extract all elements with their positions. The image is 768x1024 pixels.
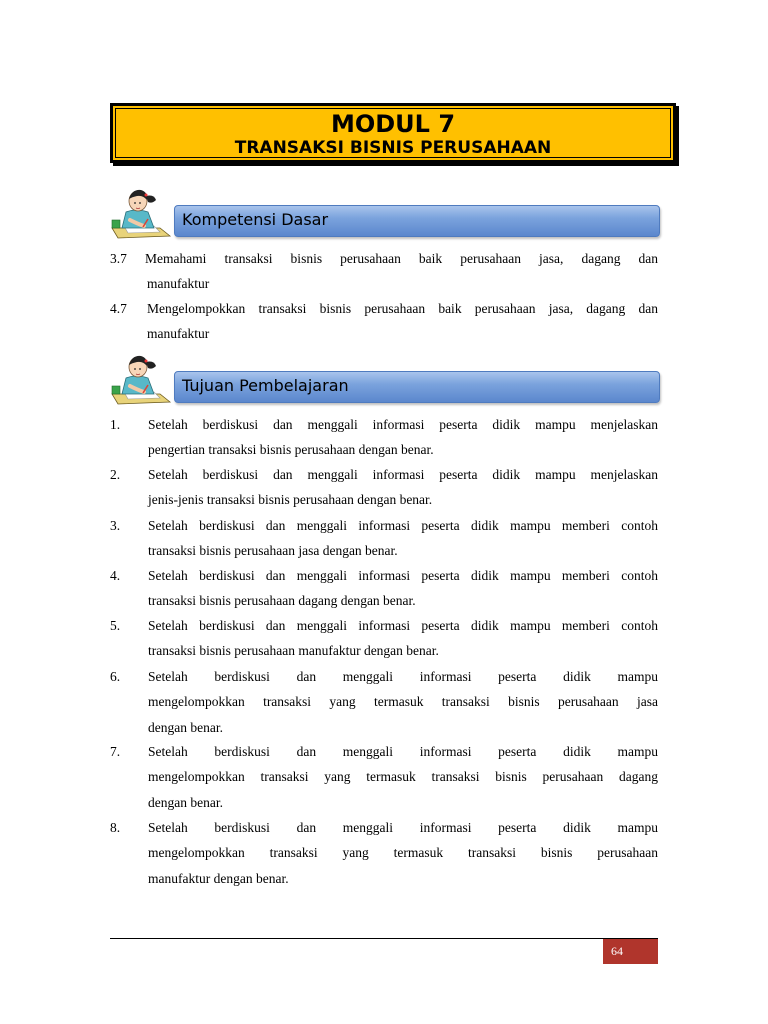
student-writing-icon: [110, 184, 174, 240]
module-title-box: [110, 103, 676, 163]
tujuan-text-line: dengan benar.: [148, 794, 223, 810]
kompetensi-item: [110, 296, 658, 347]
kompetensi-text-cont: manufaktur: [147, 276, 210, 292]
module-subtitle: TRANSAKSI BISNIS PERUSAHAAN: [234, 138, 552, 158]
tujuan-text-line: transaksi bisnis perusahaan manufaktur dengan benar.: [148, 643, 439, 659]
tujuan-item: [110, 815, 658, 891]
tujuan-number: 2.: [110, 467, 121, 482]
section-header-bar: [174, 205, 660, 237]
page-number-badge: 64: [603, 939, 658, 964]
module-title: MODUL 7: [330, 110, 456, 138]
tujuan-text-line: Setelah berdiskusi dan menggali informasi peserta didik mampu memberi contoh: [148, 618, 658, 633]
tujuan-item: [110, 563, 658, 614]
tujuan-text-line: manufaktur dengan benar.: [148, 870, 289, 886]
kompetensi-number: 3.7: [110, 251, 127, 266]
tujuan-text-line: mengelompokkan transaksi yang termasuk transaksi bisnis perusahaan jasa: [148, 694, 658, 710]
footer-rule: [110, 938, 658, 939]
tujuan-text: [148, 563, 658, 614]
section-header-bar: [174, 371, 660, 403]
tujuan-number: 6.: [110, 669, 121, 684]
tujuan-item: [110, 664, 658, 740]
tujuan-number: 4.: [110, 568, 121, 583]
section-kompetensi-dasar: [110, 184, 660, 240]
tujuan-text: [148, 513, 658, 564]
tujuan-text-line: mengelompokkan transaksi yang termasuk transaksi bisnis perusahaan dagang: [148, 769, 658, 785]
tujuan-number: 1.: [110, 417, 121, 432]
tujuan-text-line: pengertian transaksi bisnis perusahaan dengan benar.: [148, 442, 434, 458]
tujuan-text-line: transaksi bisnis perusahaan jasa dengan benar.: [148, 543, 398, 559]
tujuan-number: 3.: [110, 518, 121, 533]
tujuan-text-line: transaksi bisnis perusahaan dagang dengan benar.: [148, 593, 416, 609]
tujuan-text-line: Setelah berdiskusi dan menggali informasi peserta didik mampu: [148, 744, 658, 759]
section-heading: Tujuan Pembelajaran: [182, 376, 349, 395]
section-tujuan-pembelajaran: [110, 350, 660, 406]
tujuan-text-line: Setelah berdiskusi dan menggali informasi peserta didik mampu: [148, 820, 658, 835]
kompetensi-text: Mengelompokkan transaksi bisnis perusahaan baik perusahaan jasa, dagang dan: [147, 301, 658, 316]
kompetensi-text-cont: manufaktur: [147, 326, 210, 342]
kompetensi-item: [110, 246, 658, 297]
student-writing-icon: [110, 350, 174, 406]
tujuan-item: [110, 513, 658, 564]
tujuan-text-line: dengan benar.: [148, 719, 223, 735]
tujuan-text-line: Setelah berdiskusi dan menggali informasi peserta didik mampu menjelaskan: [148, 467, 658, 482]
kompetensi-text: Memahami transaksi bisnis perusahaan baik perusahaan jasa, dagang dan: [144, 251, 659, 266]
tujuan-number: 7.: [110, 744, 121, 759]
tujuan-item: [110, 739, 658, 815]
tujuan-text-line: jenis-jenis transaksi bisnis perusahaan dengan benar.: [148, 492, 433, 508]
tujuan-text: [148, 739, 658, 815]
tujuan-text: [148, 664, 658, 740]
tujuan-text-line: Setelah berdiskusi dan menggali informasi peserta didik mampu: [148, 669, 658, 684]
tujuan-text-line: Setelah berdiskusi dan menggali informasi peserta didik mampu memberi contoh: [148, 568, 658, 583]
kompetensi-number: 4.7: [110, 301, 127, 316]
tujuan-number: 8.: [110, 820, 121, 835]
tujuan-item: [110, 613, 658, 664]
tujuan-item: [110, 412, 658, 463]
tujuan-text: [148, 462, 658, 513]
tujuan-item: [110, 462, 658, 513]
tujuan-number: 5.: [110, 618, 121, 633]
tujuan-text: [148, 412, 658, 463]
tujuan-text-line: Setelah berdiskusi dan menggali informasi peserta didik mampu memberi contoh: [148, 518, 658, 533]
tujuan-text-line: mengelompokkan transaksi yang termasuk transaksi bisnis perusahaan: [148, 845, 658, 861]
section-heading: Kompetensi Dasar: [182, 210, 329, 229]
tujuan-text: [148, 815, 658, 891]
tujuan-text: [148, 613, 658, 664]
tujuan-text-line: Setelah berdiskusi dan menggali informasi peserta didik mampu menjelaskan: [148, 417, 658, 432]
